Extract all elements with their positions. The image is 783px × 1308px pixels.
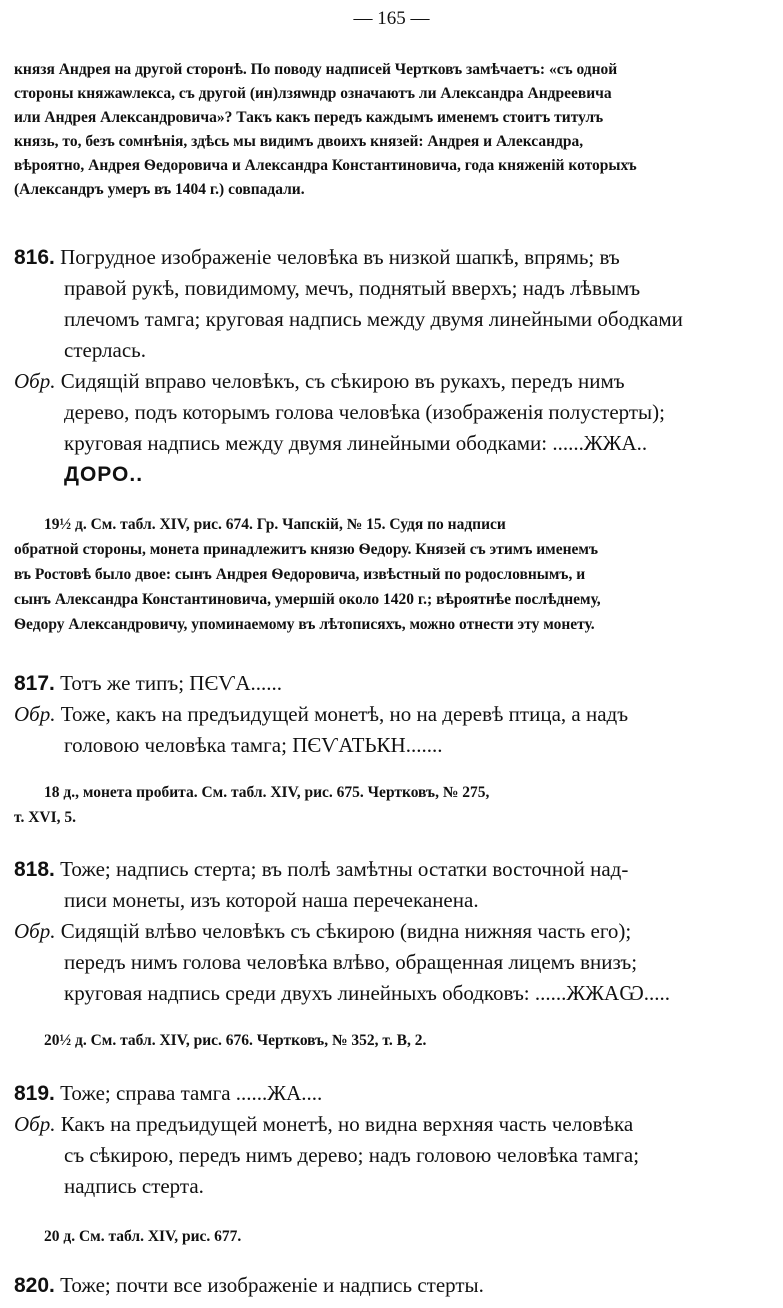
intro-line: стороны княжаѡлекса, съ другой (ин)лзяѡндр означаютъ ли Александра Андреевича [14, 85, 612, 102]
intro-line: князя Андрея на другой сторонѣ. По поводу надписей Чертковъ замѣчаетъ: «съ одной [14, 61, 618, 78]
intro-line: вѣроятно, Андрея Ѳедоровича и Александра Константиновича, года княженій которыхъ [14, 157, 637, 174]
reverse-text: круговая надпись между двумя линейными ободками: ......ЖЖА.. [64, 431, 648, 455]
note-line: въ Ростовѣ было двое: сынъ Андрея Ѳедоровича, извѣстный по родословнымъ, и [14, 566, 586, 583]
note-line: т. XVI, 5. [14, 809, 76, 826]
intro-line: или Андрея Александровича»? Такъ какъ передъ каждымъ именемъ стоитъ титулъ [14, 109, 604, 126]
entry-817-note [14, 780, 770, 830]
obverse-text: Тоже; надпись стерта; въ полѣ замѣтны остатки восточной над- [60, 857, 629, 881]
entry-820 [14, 1270, 770, 1301]
reverse-text: дерево, подъ которымъ голова человѣка (изображенія полустерты); [64, 400, 665, 424]
reverse-label: Обр. [14, 702, 56, 726]
note-line: обратной стороны, монета принадлежитъ князю Ѳедору. Князей съ этимъ именемъ [14, 541, 599, 558]
note-line: 20 д. См. табл. XIV, рис. 677. [44, 1228, 242, 1245]
reverse-text: передъ нимъ голова человѣка влѣво, обращенная лицемъ внизъ; [64, 950, 638, 974]
reverse-inscription: ДОРО.. [64, 463, 144, 486]
obverse-text: Тоже; почти все изображеніе и надпись стерты. [60, 1273, 484, 1297]
entry-816-note [14, 512, 770, 637]
entry-817 [14, 668, 770, 761]
reverse-text: надпись стерта. [64, 1174, 204, 1198]
entry-818 [14, 854, 770, 1009]
note-line: 18 д., монета пробита. См. табл. XIV, рис. 675. Чертковъ, № 275, [44, 784, 490, 801]
entry-819 [14, 1078, 770, 1202]
obverse-text: правой рукѣ, повидимому, мечъ, поднятый вверхъ; надъ лѣвымъ [64, 276, 641, 300]
note-line: 20½ д. См. табл. XIV, рис. 676. Чертковъ, № 352, т. В, 2. [44, 1032, 427, 1049]
intro-line: князь, то, безъ сомнѣнія, здѣсь мы видимъ двоихъ князей: Андрея и Александра, [14, 133, 584, 150]
entry-number: 818. [14, 858, 55, 881]
obverse-text: Погрудное изображеніе человѣка въ низкой шапкѣ, впрямь; въ [60, 245, 620, 269]
obverse-text: Тоже; справа тамга ......ЖА.... [60, 1081, 323, 1105]
reverse-text: Какъ на предъидущей монетѣ, но видна верхняя часть человѣка [60, 1112, 634, 1136]
entry-816 [14, 242, 770, 490]
entry-number: 816. [14, 246, 55, 269]
reverse-text: круговая надпись среди двухъ линейныхъ ободковъ: ......ЖЖАѠ..... [64, 981, 671, 1005]
reverse-text: Тоже, какъ на предъидущей монетѣ, но на деревѣ птица, а надъ [60, 702, 629, 726]
page-number: — 165 — [353, 8, 430, 29]
reverse-text: съ сѣкирою, передъ нимъ дерево; надъ головою человѣка тамга; [64, 1143, 640, 1167]
obverse-text: писи монеты, изъ которой наша перечеканена. [64, 888, 479, 912]
entry-number: 820. [14, 1274, 55, 1297]
entry-number: 817. [14, 672, 55, 695]
note-line: 19½ д. См. табл. XIV, рис. 674. Гр. Чапскій, № 15. Судя по надписи [44, 516, 506, 533]
reverse-label: Обр. [14, 369, 56, 393]
reverse-text: Сидящій вправо человѣкъ, съ сѣкирою въ рукахъ, передъ нимъ [60, 369, 625, 393]
reverse-text: Сидящій влѣво человѣкъ съ сѣкирою (видна нижняя часть его); [60, 919, 632, 943]
obverse-text: плечомъ тамга; круговая надпись между двумя линейными ободками стерлась. [64, 307, 683, 362]
reverse-text: головою человѣка тамга; ПЄѴАТЬКН....... [64, 733, 443, 757]
reverse-label: Обр. [14, 919, 56, 943]
note-line: сынъ Александра Константиновича, умершій около 1420 г.; вѣроятнѣе послѣднему, [14, 591, 601, 608]
reverse-label: Обр. [14, 1112, 56, 1136]
intro-line: (Александръ умеръ въ 1404 г.) совпадали. [14, 181, 305, 198]
entry-819-note [14, 1224, 770, 1249]
obverse-text: Тотъ же типъ; ПЄѴА...... [60, 671, 283, 695]
entry-number: 819. [14, 1082, 55, 1105]
entry-818-note [14, 1028, 770, 1053]
note-line: Ѳедору Александровичу, упоминаемому въ лѣтописяхъ, можно отнести эту монету. [14, 616, 595, 633]
intro-paragraph [14, 58, 770, 202]
